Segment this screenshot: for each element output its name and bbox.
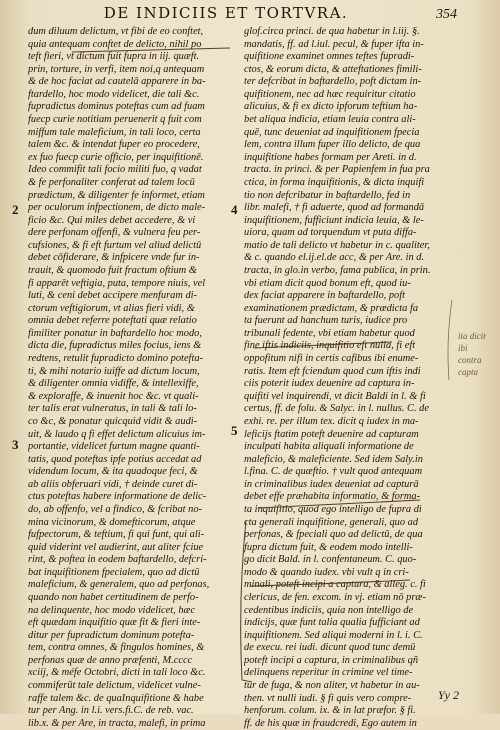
- text-line: tur per Ang. in l.i. vers.fi.C. de reb. vac.: [28, 705, 194, 717]
- text-line: redtens, retulit fupradicto domino potefta-: [28, 353, 203, 365]
- text-line: inquifitione habes formam per Areti. in d.: [244, 151, 417, 163]
- text-line: luti, & ceni debet accipere menfuram di-: [28, 290, 197, 302]
- text-line: fufpectorum, & teftium, fi qui funt, qui ali-: [28, 529, 205, 541]
- text-line: raffe talem &c. de quaInquifitione & habe: [28, 692, 204, 704]
- text-line: quifiti vel inquirendi, vt dicit Baldi in l. & fi: [244, 390, 426, 402]
- text-line: rint, & poftea in eodem baftardello, defcri-: [28, 554, 207, 566]
- text-line: ctica, in forma inquifitionis, & dicta inquifi: [244, 176, 425, 188]
- text-line: per oculorum infpectionem, de dicto male-: [28, 202, 206, 214]
- right-text-column: [244, 26, 449, 730]
- text-line: uiora, quam ad torquendum vt puta diffa-: [244, 227, 417, 239]
- text-line: Ideo commifit tali focio militi fuo, q vadat: [28, 164, 202, 176]
- text-line: quia antequam conftet de delicto, nihil po: [28, 38, 202, 50]
- margin-number-2: 2: [12, 202, 19, 217]
- text-line: ff. de his quæ in fraudcredi, Ego autem in: [244, 717, 417, 729]
- text-line: quando non habet certitudinem de perfo-: [28, 592, 199, 604]
- text-line: dicta die, fupradictus miles focius, iens &: [28, 340, 202, 352]
- text-line: bet aliqua indicia, etiam leuia contra ali-: [244, 114, 416, 126]
- text-line: matio de tali delicto vt habetur in c. qualiter,: [244, 239, 430, 251]
- text-line: cufsiones, & fi eft furtum vel aliud delictū: [28, 239, 202, 251]
- text-line: bat inquifitionem fpecialem, quo ad dictū: [28, 566, 200, 578]
- text-line: do, ab offenfo, vel a findico, & fcribat no-: [28, 503, 203, 515]
- text-line: then. vt nulli iudi. § fi quis vero compre-: [244, 692, 412, 704]
- text-line: na delinquente, hoc modo videlicet, hæc: [28, 604, 196, 616]
- text-line: certus, ff. de folu. & Salyc. in l. nullus. C. de: [244, 403, 429, 415]
- handwritten-margin-note: [458, 330, 498, 378]
- text-line: fupra dictum fuit, & eodem modo intelli-: [244, 541, 413, 553]
- text-line: eft quædam inquifitio quæ fit & fieri inte-: [28, 617, 201, 629]
- text-line: ficio &c. Qui miles debet accedere, & vi: [28, 214, 196, 226]
- signature-mark: Yy 2: [438, 688, 459, 702]
- text-line: lib.x. & per Are, in tracta, malefi, in prima: [28, 717, 206, 729]
- text-line: & diligenter omnia vidiffe, & intellexiffe,: [28, 378, 199, 390]
- text-line: miffum tale maleficium, in tali loco, certa: [28, 126, 201, 138]
- text-line: & c. quando el.ij.el.de acc, & per Are. in d.: [244, 252, 425, 264]
- text-line: uit, & laudo q fi effet delictum alicuius im-: [28, 428, 206, 440]
- text-line: tur de fuga, & non aliter, vt habetur in au-: [244, 680, 420, 692]
- text-line: perfonas quæ de anno præfenti, M.cccc: [28, 654, 193, 666]
- text-line: delinquens reperitur in crimine vel time-: [244, 667, 413, 679]
- text-line: tio non defcribatur in baftardello, fed in: [244, 189, 411, 201]
- text-line: teft fieri, vt dictum fuit fupra in iij. quæft.: [28, 51, 200, 63]
- margin-note-line: ita dicit: [458, 331, 486, 341]
- text-line: mina vicinorum, & domefticorum, atque: [28, 516, 196, 528]
- text-line: ta fuerunt ad hanchum turis, iudice pro: [244, 315, 408, 327]
- text-line: poteft incipi a captura, in criminalibus qñ: [244, 654, 419, 666]
- text-line: fimiliter ponatur in baftardello hoc modo,: [28, 327, 202, 339]
- text-line: perfonas, & fpeciali quo ad delictū, de qua: [244, 529, 423, 541]
- text-line: ratis. Item eft fciendum quod cum iftis indi: [244, 365, 421, 377]
- text-line: commiferūt tale delictum, videlicet vulne-: [28, 680, 201, 692]
- text-line: ditur per fupradictum dominum potefta-: [28, 629, 195, 641]
- text-line: alicuius, & fi ex dicto ipforum teftium ha-: [244, 101, 418, 113]
- text-line: xciij, & méfe Octobri, dicti in tali loco &c.: [28, 667, 206, 679]
- text-line: videndum locum, & ita quadoque feci, &: [28, 466, 198, 478]
- text-line: ter talis erat vulneratus, in tali & tali lo-: [28, 403, 197, 415]
- text-line: quifitionem, nec ad hæc requiritur citatio: [244, 88, 416, 100]
- margin-number-4: 4: [231, 202, 238, 217]
- text-line: ti, & mihi notario iuiffe ad dictum locum,: [28, 365, 200, 377]
- text-line: & de hoc faciat ad cautelā apparere in ba-: [28, 76, 206, 88]
- text-line: prædictum, & diligenter fe informet, etiam: [28, 189, 205, 201]
- text-line: examinationem prædictam, & prædicta fa: [244, 302, 419, 314]
- text-line: maleficio, & maleficiente. Sed idem Saly.in: [244, 453, 423, 465]
- text-line: tem, contra omnes, & fingulos homines, &: [28, 642, 205, 654]
- text-line: tracta, in glo.in verbo, fama publica, in prin.: [244, 264, 431, 276]
- text-line: fine iftis indiciis, inquifitio eft nulla, fi eft: [244, 340, 416, 352]
- text-line: libr. malefi, † fi aduerte, quod ad formandā: [244, 202, 425, 214]
- text-line: clericus, de fen. excom. in vj. etiam nō præ-: [244, 592, 426, 604]
- text-line: glof.circa princi. de qua habetur in l.iij. §.: [244, 26, 420, 37]
- text-line: co &c, & ponatur quicquid vidit & audi-: [28, 415, 198, 427]
- text-line: exhi. re. per illum tex. dicit q iudex in ma-: [244, 415, 419, 427]
- text-line: portantie, videlicet furtum magne quanti-: [28, 441, 200, 453]
- margin-note-line: contra: [458, 355, 482, 365]
- text-line: l.fina. C. de quæftio. † vult quod antequam: [244, 466, 423, 478]
- text-line: trauit, & quomodo fuit fractum oftium &: [28, 264, 197, 276]
- text-line: omnia debet referre poteftati quæ relatio: [28, 315, 197, 327]
- text-line: fupradictus dominus poteftas cum ad fuam: [28, 101, 205, 113]
- text-line: tatis, quod poteftas ipfe potius accedat ad: [28, 453, 202, 465]
- text-line: quid viderint vel audierint, aut aliter fciue: [28, 541, 204, 553]
- text-line: tracta. in princi. & per Papienfem in fua pra: [244, 164, 430, 176]
- text-line: inquifitionem. Sed aliqui moderni in l. i. C.: [244, 629, 423, 641]
- text-line: ter defcribat in baftardello, poft dictam in-: [244, 76, 422, 88]
- text-line: dex faciat apparere in baftardello, poft: [244, 290, 406, 302]
- text-line: henforum. colum. ix. & in lat præfor. § fi.: [244, 705, 416, 717]
- text-line: ciis poterit iudex deuenire ad captura in-: [244, 378, 415, 390]
- margin-note-line: ibi: [458, 343, 468, 353]
- left-text-column: [28, 26, 234, 730]
- text-line: ctus poteftas habere informatione de delic-: [28, 491, 207, 503]
- text-line: mandatis, ff. ad l.iul. pecul, & fuper ifta in-: [244, 38, 424, 50]
- margin-note-line: capta: [458, 367, 478, 377]
- text-line: minali, poteft incipi a captura, & alleg. c. fi: [244, 579, 426, 591]
- text-line: indicijs, quæ funt talia qualia fufficiant ad: [244, 617, 420, 629]
- text-line: ex fuo fuecp curie officio, per inquifitionē.: [28, 151, 204, 163]
- text-line: debet cōfiderare, & infpicere vnde fur in-: [28, 252, 200, 264]
- text-line: ftardello, hoc modo videlicet, die tali &c.: [28, 88, 200, 100]
- text-line: tribunali fedente, vbi etiam habetur quod: [244, 327, 415, 339]
- text-line: quē, tunc deueniat ad inquifitionem fpecia: [244, 126, 420, 138]
- text-line: vbi etiam dicit quod bonum eft, quod iu-: [244, 277, 411, 289]
- text-line: inculpati habita aliquali informatione de: [244, 441, 414, 453]
- text-line: cta generali inquifitione, generali, quo ad: [244, 516, 419, 528]
- text-line: de execu. rei iudi. dicunt quod tunc demū: [244, 642, 416, 654]
- text-line: maleficium, & generalem, quo ad perfonas,: [28, 579, 210, 591]
- text-line: modo & quando iudex. vbi vult q in cri-: [244, 566, 409, 578]
- page-number: 354: [436, 7, 457, 22]
- text-line: oppofitum nifi in certis cafibus ibi enume-: [244, 353, 419, 365]
- text-line: & fe perfonaliter conferat ad talem locū: [28, 176, 195, 188]
- text-line: cedentibus indiciis, quia non intelligo de: [244, 604, 414, 616]
- text-line: debet effe præhabita informatio, & forma-: [244, 491, 421, 503]
- text-line: ab aliis obferuari vidi, † deinde curet di-: [28, 478, 198, 490]
- text-line: ctorum veftigiorum, vt alias fieri vidi, &: [28, 302, 195, 314]
- text-line: dum diluum delictum, vt fibi de eo conftet,: [28, 26, 204, 37]
- text-line: lem, contra illum fuper illo delicto, de qua: [244, 139, 421, 151]
- margin-number-3: 3: [12, 437, 19, 452]
- text-line: quifitione examinet omnes teftes fupradi-: [244, 51, 415, 63]
- text-line: fuecp curie notitiam peruenerit q fuit com: [28, 114, 202, 126]
- text-line: inquifitionem, fufficiunt indicia leuia, & le-: [244, 214, 424, 226]
- text-line: ta inquifitio, quod ego intelligo de fupra di: [244, 503, 422, 515]
- text-line: ctos, & eorum dicta, & atteftationes fimili-: [244, 63, 422, 75]
- text-line: dere perfonam offenfi, & vulnera feu per-: [28, 227, 201, 239]
- text-line: go dicit Bald. in l. confentaneum. C. quo-: [244, 554, 417, 566]
- running-head: DE INDICIIS ET TORTVRA.: [103, 4, 349, 22]
- margin-number-5: 5: [231, 423, 238, 438]
- text-line: talem &c. & intendat fuper eo procedere,: [28, 139, 200, 151]
- text-line: in criminalibus iudex deueniat ad capturā: [244, 478, 419, 490]
- text-line: prin, torture, in verfi, item noi,q antequam: [28, 63, 205, 75]
- text-line: & exploraffe, & inuenit hoc &c. vt quali-: [28, 390, 199, 402]
- text-line: leficijs ftatim poteft deuenire ad capturam: [244, 428, 419, 440]
- text-line: fi apparēt veftigia, puta, tempore niuis, vel: [28, 277, 206, 289]
